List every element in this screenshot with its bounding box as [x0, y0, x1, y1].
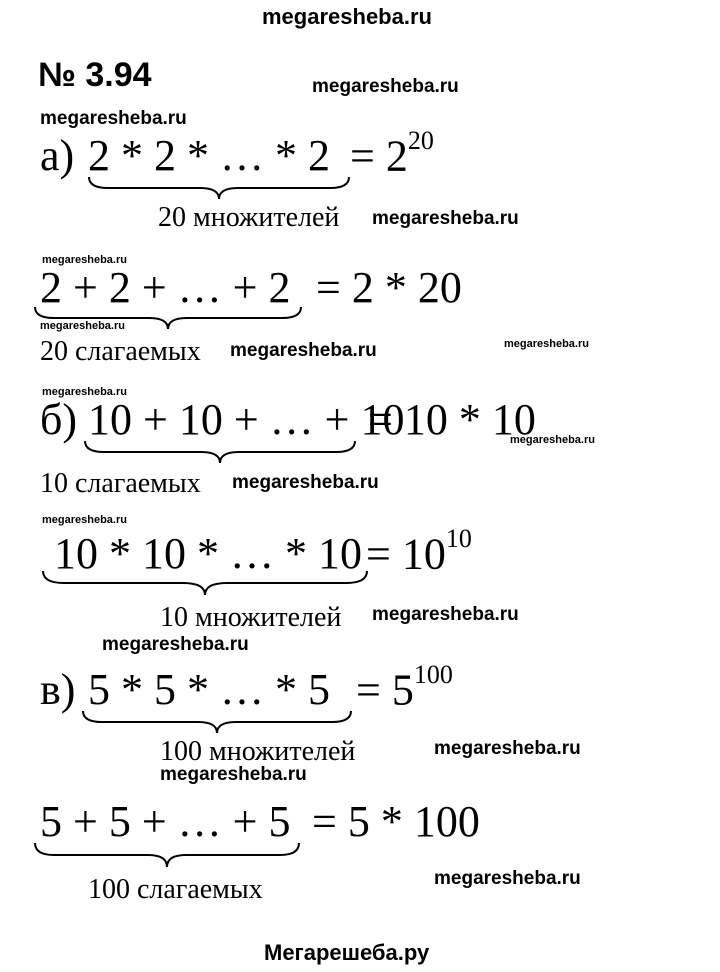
part-c-sum-result: = 5 * 100	[312, 797, 480, 846]
watermark: megaresheba.ru	[434, 738, 581, 759]
watermark: megaresheba.ru	[372, 208, 519, 229]
watermark: megaresheba.ru	[312, 76, 459, 97]
underbrace	[34, 842, 300, 868]
underbrace	[88, 176, 350, 200]
part-b-sum-caption: 10 слагаемых	[40, 468, 201, 499]
header-watermark: megaresheba.ru	[262, 4, 432, 29]
watermark: megaresheba.ru	[434, 868, 581, 889]
watermark: megaresheba.ru	[42, 254, 127, 266]
part-c-sum-expression: 5 + 5 + … + 5	[40, 797, 291, 846]
part-a-product-caption: 20 множителей	[158, 202, 340, 233]
part-b-sum-expression: 10 + 10 + … + 10	[88, 395, 405, 444]
part-c-sum-caption: 100 слагаемых	[88, 874, 263, 905]
watermark: megaresheba.ru	[42, 386, 127, 398]
part-b-label: б)	[40, 395, 78, 444]
watermark: megaresheba.ru	[230, 340, 377, 361]
part-b-sum-result: = 10 * 10	[368, 395, 536, 444]
underbrace	[82, 710, 352, 734]
part-b-product-result: = $10^{10}$	[366, 524, 472, 579]
watermark: megaresheba.ru	[160, 764, 307, 785]
part-a-sum-result: = 2 * 20	[316, 263, 462, 312]
part-a-label: а)	[40, 131, 75, 180]
part-a-product-result: = $2^{20}$	[350, 126, 434, 181]
underbrace	[42, 570, 368, 596]
part-a-sum-expression: 2 + 2 + … + 2	[40, 263, 291, 312]
part-c-label: в)	[40, 665, 76, 714]
part-c-product-result: = $5^{100}$	[356, 660, 453, 715]
part-c-product-caption: 100 множителей	[160, 736, 356, 767]
watermark: megaresheba.ru	[102, 634, 249, 655]
part-a-product-expression: 2 * 2 * … * 2	[88, 131, 330, 180]
part-a-sum-caption: 20 слагаемых	[40, 336, 201, 367]
watermark: megaresheba.ru	[40, 320, 125, 332]
watermark: megaresheba.ru	[510, 434, 595, 446]
footer-watermark: Мегарешеба.ру	[264, 940, 430, 965]
part-c-product-expression: 5 * 5 * … * 5	[88, 665, 330, 714]
part-b-product-expression: 10 * 10 * … * 10	[54, 529, 362, 578]
watermark: megaresheba.ru	[40, 108, 187, 129]
watermark: megaresheba.ru	[372, 604, 519, 625]
watermark: megaresheba.ru	[42, 514, 127, 526]
underbrace	[84, 440, 356, 464]
part-b-product-caption: 10 множителей	[160, 602, 342, 633]
problem-number: № 3.94	[38, 56, 152, 94]
watermark: megaresheba.ru	[232, 472, 379, 493]
watermark: megaresheba.ru	[504, 338, 589, 350]
